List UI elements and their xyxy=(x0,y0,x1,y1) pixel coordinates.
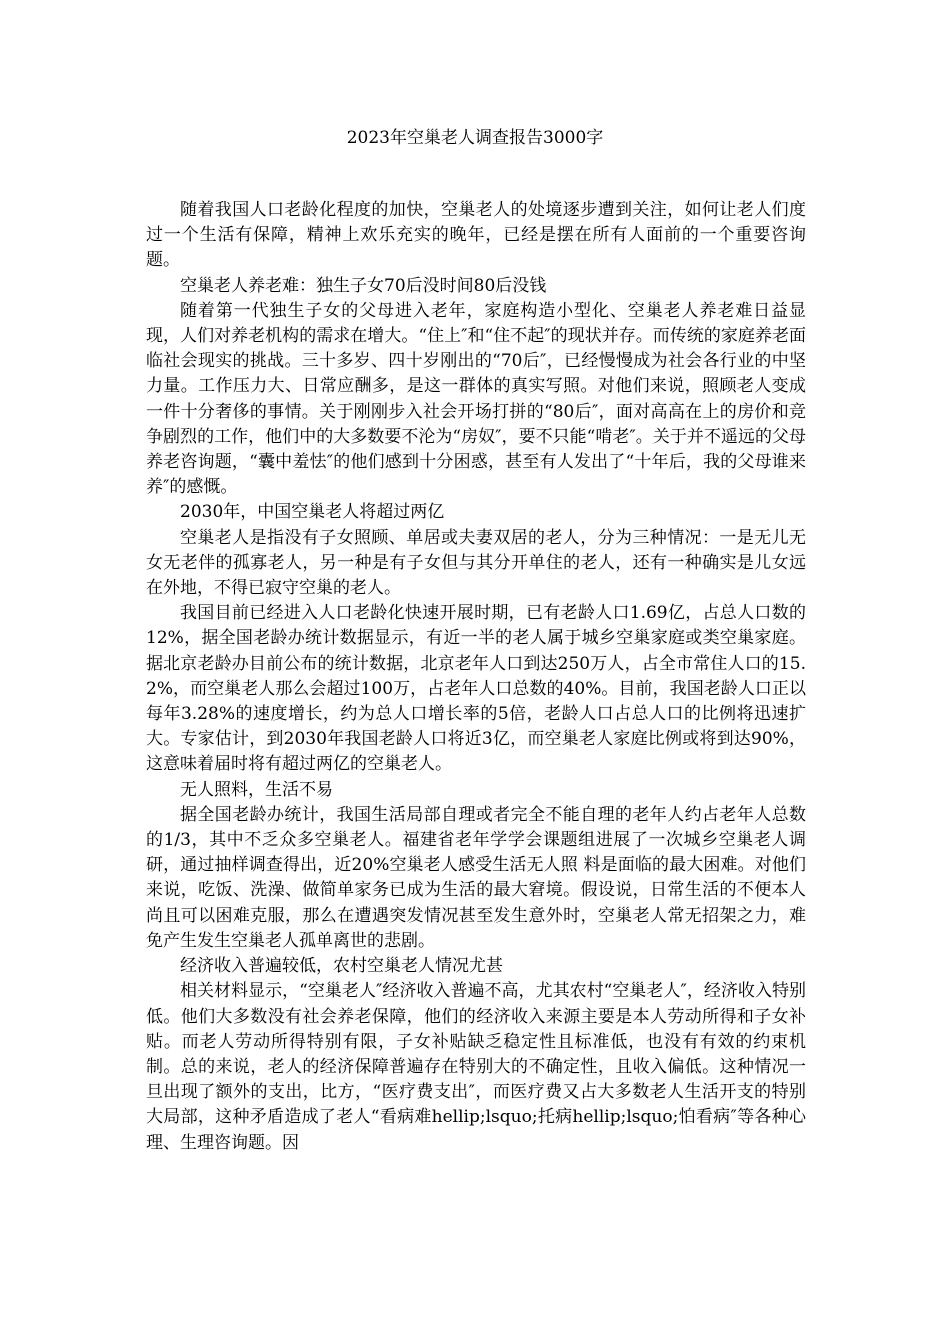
document-title: 2023年空巢老人调查报告3000字 xyxy=(346,128,604,148)
paragraph: 随着第一代独生子女的父母进入老年，家庭构造小型化、空巢老人养老难日益显现，人们对养老机构的需求在增大。“住上″和“住不起″的现状并存。而传统的家庭养老面临社会现实的挑战。三十多岁、四十岁刚出的“70后″，已经慢慢成为社会各行业的中坚力量。工作压力大、日常应酬多，是这一群体的真实写照。对他们来说，照顾老人变成一件十分奢侈的事情。关于刚刚步入社会开场打拼的“80后″，面对高高在上的房价和竞争剧烈的工作，他们中的大多数要不沦为“房奴″，要不只能“啃老″。关于并不遥远的父母养老咨询题，“囊中羞怯″的他们感到十分困惑，甚至有人发出了“十年后，我的父母谁来养″的感慨。 xyxy=(146,300,806,498)
paragraph: 据全国老龄办统计，我国生活局部自理或者完全不能自理的老年人约占老年人总数的1/3，其中不乏众多空巢老人。福建省老年学学会课题组进展了一次城乡空巢老人调研，通过抽样调查得出，近20%空巢老人感受生活无人照 料是面临的最大困难。对他们来说，吃饭、洗澡、做简单家务已成为生活的最大窘境。假设说，日常生活的不便本人尚且可以困难克服，那么在遭遇突发情况甚至发生意外时，空巢老人常无招架之力，难免产生发生空巢老人孤单离世的悲剧。 xyxy=(146,804,806,951)
paragraph-intro: 随着我国人口老龄化程度的加快，空巢老人的处境逐步遭到关注，如何让老人们度过一个生活有保障，精神上欢乐充实的晚年，已经是摆在所有人面前的一个重要咨询题。 xyxy=(146,200,806,271)
paragraph: 我国目前已经进入人口老龄化快速开展时期，已有老龄人口1.69亿，占总人口数的12%，据全国老龄办统计数据显示，有近一半的老人属于城乡空巢家庭或类空巢家庭。据北京老龄办目前公布的统计数据，北京老年人口到达250万人，占全市常住人口的15.2%，而空巢老人那么会超过100万，占老年人口总数的40%。目前，我国老龄人口正以每年3.28%的速度增长，约为总人口增长率的5倍，老龄人口占总人口的比例将迅速扩大。专家估计，到2030年我国老龄人口将近3亿，而空巢老人家庭比例或将到达90%，这意味着届时将有超过两亿的空巢老人。 xyxy=(146,603,806,775)
document-body xyxy=(146,198,806,1156)
paragraph: 相关材料显示，“空巢老人″经济收入普遍不高，尤其农村“空巢老人″，经济收入特别低。他们大多数没有社会养老保障，他们的经济收入来源主要是本人劳动所得和子女补贴。而老人劳动所得特别有限，子女补贴缺乏稳定性且标准低，也没有有效的约束机制。总的来说，老人的经济保障普遍存在特别大的不确定性，且收入偏低。这种情况一旦出现了额外的支出，比方，“医疗费支出″，而医疗费又占大多数老人生活开支的特别大局部，这种矛盾造成了老人“看病难hellip;lsquo;托病hellip;lsquo;怕看病″等各种心理、生理咨询题。因 xyxy=(146,981,806,1153)
section-heading: 空巢老人养老难：独生子女70后没时间80后没钱 xyxy=(180,275,547,296)
section-heading: 2030年，中国空巢老人将超过两亿 xyxy=(180,502,445,523)
section-heading: 无人照料，生活不易 xyxy=(180,779,333,800)
section-heading: 经济收入普遍较低，农村空巢老人情况尤甚 xyxy=(180,956,503,977)
paragraph: 空巢老人是指没有子女照顾、单居或夫妻双居的老人，分为三种情况：一是无儿无女无老伴的孤寡老人，另一种是有子女但与其分开单住的老人，还有一种确实是儿女远在外地，不得已寂守空巢的老人。 xyxy=(146,527,806,599)
